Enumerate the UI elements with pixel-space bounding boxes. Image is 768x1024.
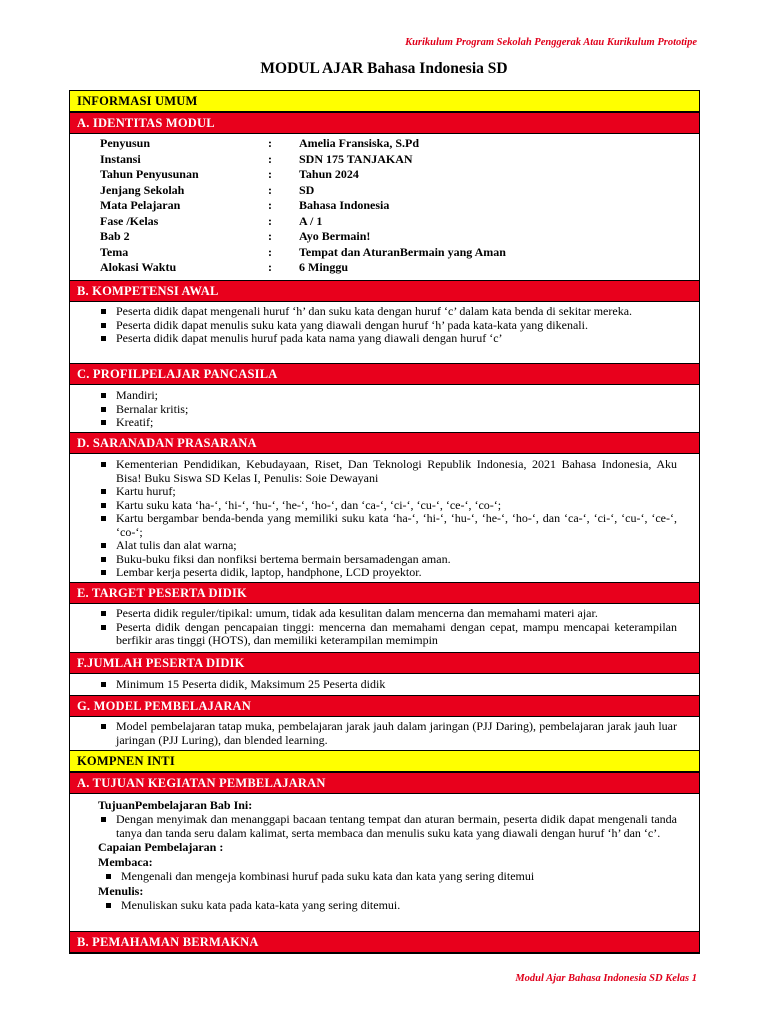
list-item: Minimum 15 Peserta didik, Maksimum 25 Peserta didik: [70, 678, 699, 692]
identitas-colon: :: [268, 213, 272, 228]
identitas-value: SDN 175 TANJAKAN: [299, 151, 413, 166]
list-item: Mandiri;: [70, 389, 699, 403]
identitas-value: Bahasa Indonesia: [299, 198, 390, 212]
section-tujuan-kegiatan: [69, 772, 700, 794]
list-item: Peserta didik dengan pencapaian tinggi: mencerna dan memahami dengan cepat, mampu mencapai keterampilan berfikir aras tinggi (HOTS), dan memiliki keterampilan memimpin: [70, 621, 699, 648]
identitas-key: Bab 2: [100, 229, 130, 243]
identitas-colon: :: [268, 198, 272, 212]
section-identitas-modul: [69, 112, 700, 134]
section-label: KOMPNEN INTI: [77, 754, 175, 768]
identitas-colon: :: [268, 229, 272, 243]
identitas-colon: :: [268, 136, 272, 150]
identitas-colon: :: [268, 260, 272, 274]
section-label: B. PEMAHAMAN BERMAKNA: [77, 935, 259, 949]
tujuan-list: [70, 813, 699, 840]
identitas-value: SD: [299, 182, 315, 197]
profil-box: [69, 385, 700, 432]
list-item: Peserta didik dapat mengenali huruf ‘h’ dan suku kata dengan huruf ‘c’ dalam kata benda di sekitar mereka.: [70, 305, 699, 319]
identitas-value: Tahun 2024: [299, 167, 359, 181]
page-title: MODUL AJAR Bahasa Indonesia SD: [260, 60, 508, 77]
menulis-list: [75, 899, 699, 913]
identitas-value: Ayo Bermain!: [299, 229, 371, 243]
model-list: [70, 720, 699, 747]
list-item: Model pembelajaran tatap muka, pembelajaran jarak jauh dalam jaringan (PJJ Daring), pembelajaran jarak jauh luar jaringan (PJJ Luring), dan blended learning.: [70, 720, 699, 747]
sarana-list: [70, 458, 699, 580]
section-label: B. KOMPETENSI AWAL: [77, 284, 219, 298]
identitas-value: 6 Minggu: [299, 260, 349, 274]
section-label: D. SARANADAN PRASARANA: [77, 436, 257, 450]
identitas-key: Tema: [100, 244, 129, 259]
identitas-key: Tahun Penyusunan: [100, 167, 199, 181]
jumlah-box: [69, 674, 700, 695]
capaian-heading: Capaian Pembelajaran :: [98, 840, 224, 854]
section-label: E. TARGET PESERTA DIDIK: [77, 586, 247, 600]
tujuan-heading: TujuanPembelajaran Bab Ini:: [98, 798, 253, 812]
identitas-value: Tempat dan AturanBermain yang Aman: [299, 244, 506, 259]
identitas-colon: :: [268, 244, 272, 259]
identitas-colon: :: [268, 167, 272, 181]
list-item: Peserta didik dapat menulis huruf pada kata nama yang diawali dengan huruf ‘c’: [70, 332, 699, 346]
section-label: G. MODEL PEMBELAJARAN: [77, 699, 251, 713]
section-kompetensi-awal: [69, 280, 700, 302]
list-item: Bernalar kritis;: [70, 403, 699, 417]
list-item: Mengenali dan mengeja kombinasi huruf pada suku kata dan kata yang sering ditemui: [75, 870, 699, 884]
menulis-heading: Menulis:: [98, 883, 144, 898]
section-label: F.JUMLAH PESERTA DIDIK: [77, 656, 245, 670]
section-profil-pelajar: [69, 363, 700, 385]
list-item: Peserta didik dapat menulis suku kata yang diawali dengan huruf ‘h’ pada kata-kata yang dikenali.: [70, 319, 699, 333]
kompetensi-list: [70, 305, 699, 346]
section-model-pembelajaran: [69, 695, 700, 717]
kompetensi-box: [69, 302, 700, 363]
list-item: Peserta didik reguler/tipikal: umum, tidak ada kesulitan dalam mencerna dan memahami materi ajar.: [70, 607, 699, 621]
list-item: Kreatif;: [70, 416, 699, 430]
section-label: A. IDENTITAS MODUL: [77, 116, 215, 130]
identitas-value: Amelia Fransiska, S.Pd: [299, 136, 420, 150]
identitas-key: Penyusun: [100, 136, 151, 150]
list-item: Buku-buku fiksi dan nonfiksi bertema bermain bersamadengan aman.: [70, 553, 699, 567]
section-target-peserta: [69, 582, 700, 604]
list-item: Alat tulis dan alat warna;: [70, 539, 699, 553]
target-box: [69, 604, 700, 652]
identitas-key: Jenjang Sekolah: [100, 182, 185, 197]
identitas-key: Mata Pelajaran: [100, 198, 181, 212]
section-label: A. TUJUAN KEGIATAN PEMBELAJARAN: [77, 776, 326, 790]
list-item: Lembar kerja peserta didik, laptop, handphone, LCD proyektor.: [70, 566, 699, 580]
section-informasi-umum: [69, 90, 700, 112]
identitas-key: Fase /Kelas: [100, 213, 159, 228]
tujuan-box: [69, 794, 700, 931]
list-item: Kementerian Pendidikan, Kebudayaan, Riset, Dan Teknologi Republik Indonesia, 2021 Bahasa Indonesia, Aku Bisa! Buku Siswa SD Kelas I, Penulis: Soie Dewayani: [70, 458, 699, 485]
list-item: Menuliskan suku kata pada kata-kata yang sering ditemui.: [75, 899, 699, 913]
identitas-colon: :: [268, 182, 272, 197]
section-label: INFORMASI UMUM: [77, 94, 198, 108]
identitas-value: A / 1: [299, 213, 323, 228]
list-item: Kartu suku kata ‘ha-‘, ‘hi-‘, ‘hu-‘, ‘he-‘, ‘ho-‘, dan ‘ca-‘, ‘ci-‘, ‘cu-‘, ‘ce-‘, ‘co-‘;: [70, 499, 699, 513]
page-footer: Modul Ajar Bahasa Indonesia SD Kelas 1: [515, 973, 697, 984]
profil-list: [70, 389, 699, 430]
jumlah-list: [70, 678, 699, 692]
target-list: [70, 607, 699, 648]
section-label: C. PROFILPELAJAR PANCASILA: [77, 367, 278, 381]
model-box: [69, 717, 700, 750]
section-sarana-prasarana: [69, 432, 700, 454]
section-komponen-inti: [69, 750, 700, 772]
identitas-key: Alokasi Waktu: [100, 260, 177, 274]
list-item: Kartu bergambar benda-benda yang memiliki suku kata ‘ha-‘, ‘hi-‘, ‘hu-‘, ‘he-‘, ‘ho-‘, dan ‘ca-‘, ‘ci-‘, ‘cu-‘, ‘ce-‘, ‘co-‘;: [70, 512, 699, 539]
identitas-colon: :: [268, 151, 272, 166]
list-item: Kartu huruf;: [70, 485, 699, 499]
membaca-list: [75, 870, 699, 884]
membaca-heading: Membaca:: [98, 855, 153, 869]
sarana-box: [69, 454, 700, 582]
identitas-box: [69, 134, 700, 280]
list-item: Dengan menyimak dan menanggapi bacaan tentang tempat dan aturan bermain, peserta didik dapat mengenali tanda tanya dan tanda seru dalam kalimat, serta membaca dan menulis suku kata yang diawali dengan huruf ‘h’ dan ‘c’.: [70, 813, 699, 840]
curriculum-header: Kurikulum Program Sekolah Penggerak Atau Kurikulum Prototipe: [405, 37, 697, 48]
identitas-key: Instansi: [100, 151, 141, 166]
section-jumlah-peserta: [69, 652, 700, 674]
table-bottom-border: [69, 953, 700, 954]
section-pemahaman-bermakna: [69, 931, 700, 953]
